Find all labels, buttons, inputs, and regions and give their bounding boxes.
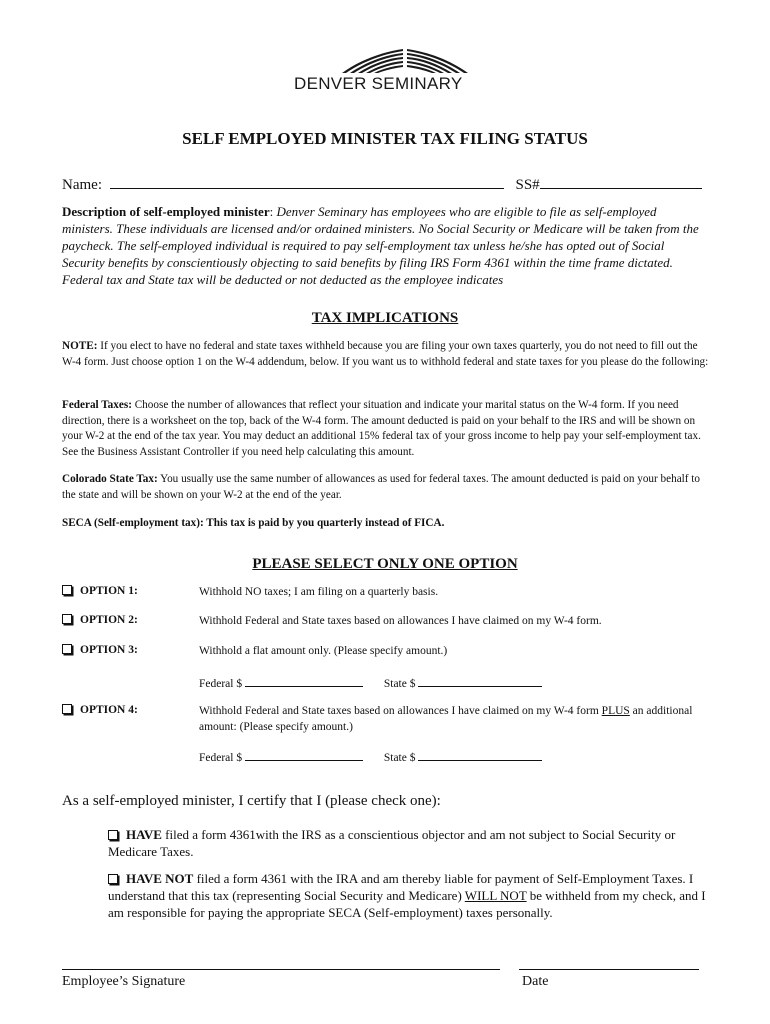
option-4-amount-row (199, 749, 542, 764)
ss-label: SS# (515, 177, 540, 193)
option-3-state-label: State $ (383, 678, 416, 690)
option-4-label: OPTION 4: (80, 704, 138, 716)
employee-signature-field[interactable] (62, 969, 500, 970)
option-1-checkbox[interactable] (62, 585, 72, 595)
name-ss-row (62, 174, 702, 194)
colorado-tax-label: Colorado State Tax: (62, 473, 158, 485)
date-label: Date (522, 974, 549, 989)
option-4-state-field[interactable] (418, 749, 542, 761)
certify-have-not-text-1: filed a form 4361 with the IRA and am thereby liable for payment of Self-Employment Taxes. I understand that this tax (representing Social Security and Medicare) (108, 871, 694, 903)
description-colon: : (269, 204, 274, 219)
option-3-federal-label: Federal $ (199, 678, 243, 690)
option-4-text-after: an additional amount: (Please specify amount.) (199, 705, 693, 733)
federal-taxes-text: Choose the number of allowances that reflect your situation and indicate your marital status on the W-4 form. If you need direction, there is a worksheet on the top, back of the W-4 form. The amount deducted is paid on your behalf to the IRS and will be shown on your W-2 at the end of the tax year. You may deduct an additional 15% federal tax of your gross income to help pay your self-employment tax. See the Business Assistant Controller if you need help calculating this amount. (62, 399, 701, 459)
option-2-label-row (62, 614, 138, 626)
certify-have-item (108, 826, 708, 860)
certify-have-not-item (108, 870, 708, 921)
logo-wordmark: DENVER SEMINARY (294, 74, 463, 93)
name-field[interactable] (110, 174, 504, 189)
option-4-federal-field[interactable] (245, 749, 363, 761)
denver-seminary-logo (294, 46, 484, 94)
option-4-state-label: State $ (383, 752, 416, 764)
option-4-label-row (62, 704, 138, 716)
option-2-label: OPTION 2: (80, 614, 138, 626)
option-4-plus: PLUS (601, 705, 630, 717)
option-3-label-row (62, 644, 138, 656)
option-1-label: OPTION 1: (80, 585, 138, 597)
certify-have-text: filed a form 4361with the IRS as a conscientious objector and am not subject to Social Security or Medicare Taxes. (108, 827, 676, 859)
option-3-checkbox[interactable] (62, 644, 72, 654)
option-4-checkbox[interactable] (62, 704, 72, 714)
seca-paragraph: SECA (Self-employment tax): This tax is paid by you quarterly instead of FICA. (62, 517, 445, 529)
page-title: SELF EMPLOYED MINISTER TAX FILING STATUS (182, 129, 588, 148)
option-2-text: Withhold Federal and State taxes based on allowances I have claimed on my W-4 form. (199, 615, 602, 627)
colorado-tax-paragraph (62, 472, 710, 503)
option-1-label-row (62, 585, 138, 597)
seminary-logo-mark-icon (330, 46, 480, 74)
option-3-amount-row (199, 675, 542, 690)
colorado-tax-text: You usually use the same number of allowances as used for federal taxes. The amount deducted is paid on your behalf to the state and will be shown on your W-2 at the end of the year. (62, 473, 700, 501)
certify-have-not-checkbox[interactable] (108, 874, 118, 884)
description-lead: Description of self-employed minister (62, 204, 270, 219)
note-label: NOTE: (62, 340, 98, 352)
federal-taxes-label: Federal Taxes: (62, 399, 132, 411)
option-3-federal-field[interactable] (245, 675, 363, 687)
certify-have-bold: HAVE (126, 827, 162, 842)
certify-have-not-text-2: be withheld from my check, and I am responsible for paying the appropriate SECA (Self-employment) taxes personally. (108, 888, 706, 920)
option-1-text: Withhold NO taxes; I am filing on a quarterly basis. (199, 586, 439, 598)
date-field[interactable] (519, 969, 699, 970)
description-text: Denver Seminary has employees who are eligible to file as self-employed ministers. These individuals are licensed and/or ordained ministers. No Social Security or Medicare will be taken from the paycheck. The self-employed individual is required to pay self-employment tax unless he/she has opted out of Social Security benefits by conscientiously objecting to said benefits by filing IRS Form 4361 within the time frame dictated. Federal tax and State tax will be deducted or not deducted as the employee indicates (62, 204, 699, 287)
note-text: If you elect to have no federal and state taxes withheld because you are filing your own taxes quarterly, you do not need to fill out the W-4 form. Just choose option 1 on the W-4 addendum, below. If you want us to withhold federal and state taxes for you please do the following: (62, 340, 709, 368)
option-4-text-before: Withhold Federal and State taxes based on allowances I have claimed on my W-4 form (199, 705, 599, 717)
certify-have-not-bold: HAVE NOT (126, 871, 194, 886)
employee-signature-label: Employee’s Signature (62, 974, 186, 989)
option-3-label: OPTION 3: (80, 644, 138, 656)
option-4-text (199, 704, 699, 735)
options-heading: PLEASE SELECT ONLY ONE OPTION (252, 556, 518, 572)
note-paragraph (62, 339, 710, 370)
option-3-text: Withhold a flat amount only. (Please specify amount.) (199, 645, 448, 657)
option-2-checkbox[interactable] (62, 614, 72, 624)
tax-implications-heading: TAX IMPLICATIONS (311, 310, 459, 326)
certify-intro: As a self-employed minister, I certify that I (please check one): (62, 793, 441, 809)
federal-taxes-paragraph (62, 398, 710, 461)
description-paragraph (62, 203, 710, 288)
certify-will-not: WILL NOT (464, 888, 527, 903)
ss-field[interactable] (540, 174, 702, 189)
option-4-federal-label: Federal $ (199, 752, 243, 764)
option-3-state-field[interactable] (418, 675, 542, 687)
certify-have-checkbox[interactable] (108, 830, 118, 840)
name-label: Name: (62, 177, 102, 193)
